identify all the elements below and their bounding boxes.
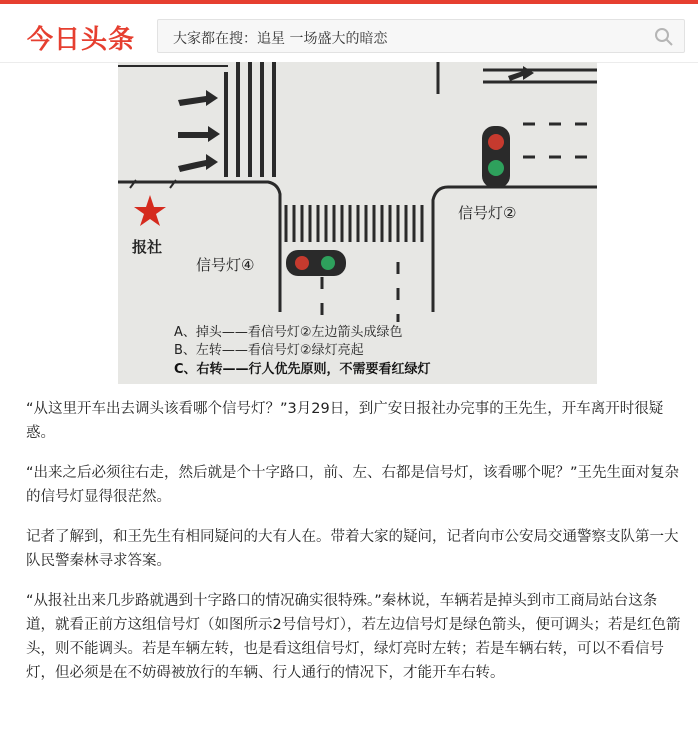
legend-line-c: C、右转——行人优先原则，不需要看红绿灯 [174,362,431,377]
signal4-label: 信号灯④ [196,256,255,274]
legend-line-a: A、掉头——看信号灯②左边箭头成绿色 [174,325,403,340]
article-body [26,397,686,701]
search-input[interactable]: 大家都在搜：追星 一场盛大的暗恋 [173,31,388,47]
article-paragraph: “从这里开车出去调头该看哪个信号灯？”3月29日，到广安日报社办完事的王先生，开车离开时很疑惑。 [26,401,664,441]
search-box[interactable] [157,19,685,53]
article-paragraph: 记者了解到，和王先生有相同疑问的大有人在。带着大家的疑问，记者向市公安局交通警察支队第一大队民警秦林寻求答案。 [26,529,679,569]
site-header [0,4,698,63]
article-paragraph: “从报社出来几步路就遇到十字路口的情况确实很特殊。”秦林说，车辆若是掉头到市工商局站台这条道，就看正前方这组信号灯（如图所示2号信号灯），若左边信号灯是绿色箭头，便可调头；若是红色箭头，则不能调头。若是车辆左转，也是看这组信号灯，绿灯亮时左转；若是车辆右转，可以不看信号灯，但必须是在不妨碍被放行的车辆、行人通行的情况下，才能开车右转。 [26,593,681,681]
site-logo[interactable]: 今日头条 [27,25,136,55]
search-icon[interactable] [654,27,674,47]
article-paragraph: “出来之后必须往右走，然后就是个十字路口，前、左、右都是信号灯，该看哪个呢？”王先生面对复杂的信号灯显得很茫然。 [26,465,680,505]
legend-line-b: B、左转——看信号灯②绿灯亮起 [174,343,364,358]
signal2-label: 信号灯② [458,204,517,222]
newspaper-label: 报社 [132,238,163,256]
traffic-diagram [118,62,597,384]
